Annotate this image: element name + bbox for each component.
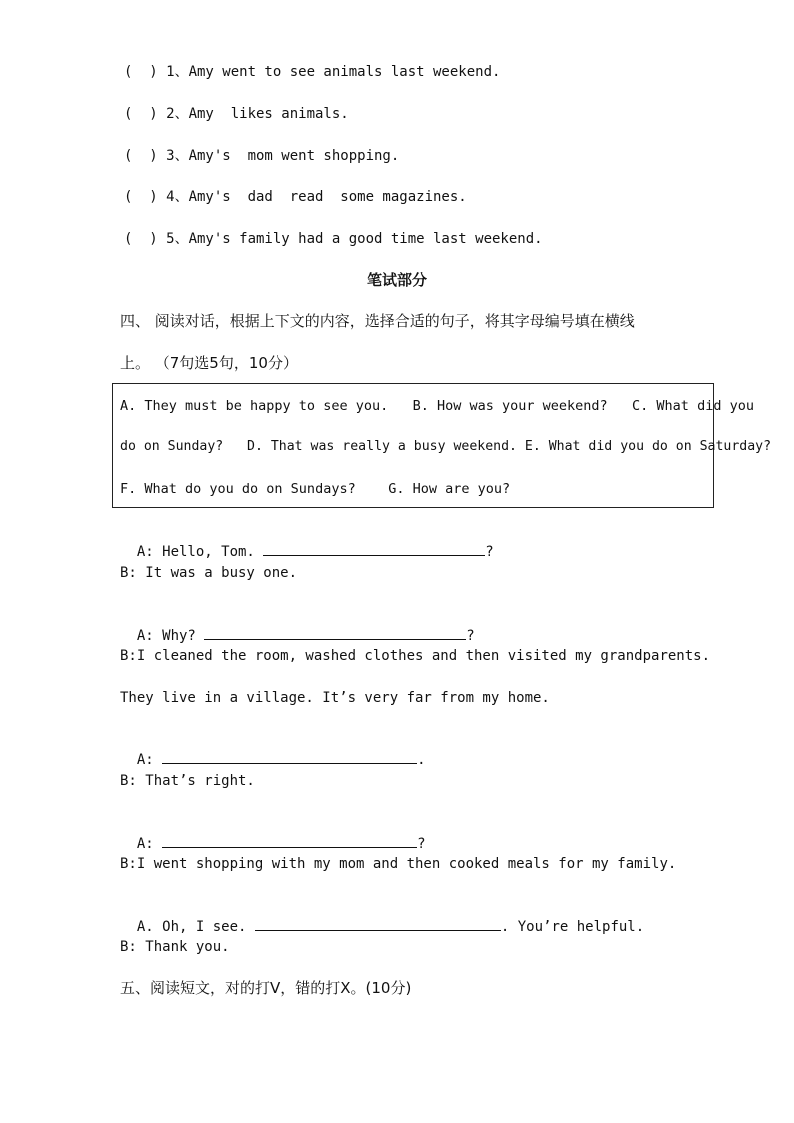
options-row-3: F. What do you do on Sundays? G. How are you? <box>120 481 511 497</box>
dialogue-line-3-end: ? <box>466 628 475 644</box>
answer-blank-3[interactable] <box>162 749 417 764</box>
dialogue-line-7: B: That’s right. <box>120 773 255 789</box>
dialogue-line-3 <box>120 605 475 646</box>
answer-blank-1[interactable] <box>263 541 485 556</box>
section5-title: 五、阅读短文，对的打V，错的打X。(10分) <box>120 979 412 997</box>
dialogue-line-4: B:I cleaned the room, washed clothes and then visited my grandparents. <box>120 648 711 664</box>
dialogue-line-1-text: A: Hello, Tom. <box>136 544 264 560</box>
true-false-item-2: ( ) 2、Amy likes animals. <box>124 106 349 122</box>
dialogue-line-10 <box>120 896 644 937</box>
answer-blank-4[interactable] <box>162 833 417 848</box>
section4-instruction-line2: 上。 （7句选5句，10分） <box>120 354 298 372</box>
dialogue-line-10-end: . You’re helpful. <box>500 919 645 935</box>
dialogue-line-8 <box>120 813 426 854</box>
dialogue-line-6 <box>120 729 426 770</box>
dialogue-line-8-end: ? <box>417 836 426 852</box>
dialogue-line-1-end: ? <box>485 544 494 560</box>
dialogue-line-6-end: . <box>417 752 426 768</box>
dialogue-line-2: B: It was a busy one. <box>120 565 298 581</box>
dialogue-line-11: B: Thank you. <box>120 939 230 955</box>
dialogue-line-9: B:I went shopping with my mom and then cooked meals for my family. <box>120 856 677 872</box>
true-false-item-3: ( ) 3、Amy's mom went shopping. <box>124 148 400 164</box>
options-box <box>112 383 772 508</box>
section4-instruction-line1: 四、 阅读对话，根据上下文的内容，选择合适的句子，将其字母编号填在横线 <box>120 312 635 330</box>
dialogue-line-1 <box>120 521 494 562</box>
answer-blank-5[interactable] <box>255 916 501 931</box>
dialogue-line-10-text: A. Oh, I see. <box>136 919 255 935</box>
dialogue-line-3-text: A: Why? <box>136 628 205 644</box>
dialogue-line-6-text: A: <box>136 752 163 768</box>
answer-blank-2[interactable] <box>204 625 466 640</box>
options-row-2: do on Sunday? D. That was really a busy weekend. E. What did you do on Saturday? <box>120 439 772 454</box>
dialogue-line-8-text: A: <box>136 836 163 852</box>
dialogue-line-5: They live in a village. It’s very far from my home. <box>120 690 550 706</box>
options-row-1: A. They must be happy to see you. B. How was your weekend? C. What did you <box>120 398 754 414</box>
true-false-item-5: ( ) 5、Amy's family had a good time last weekend. <box>124 231 543 247</box>
true-false-item-1: ( ) 1、Amy went to see animals last weekend. <box>124 64 501 80</box>
section-title: 笔试部分 <box>366 271 427 289</box>
true-false-item-4: ( ) 4、Amy's dad read some magazines. <box>124 189 467 205</box>
